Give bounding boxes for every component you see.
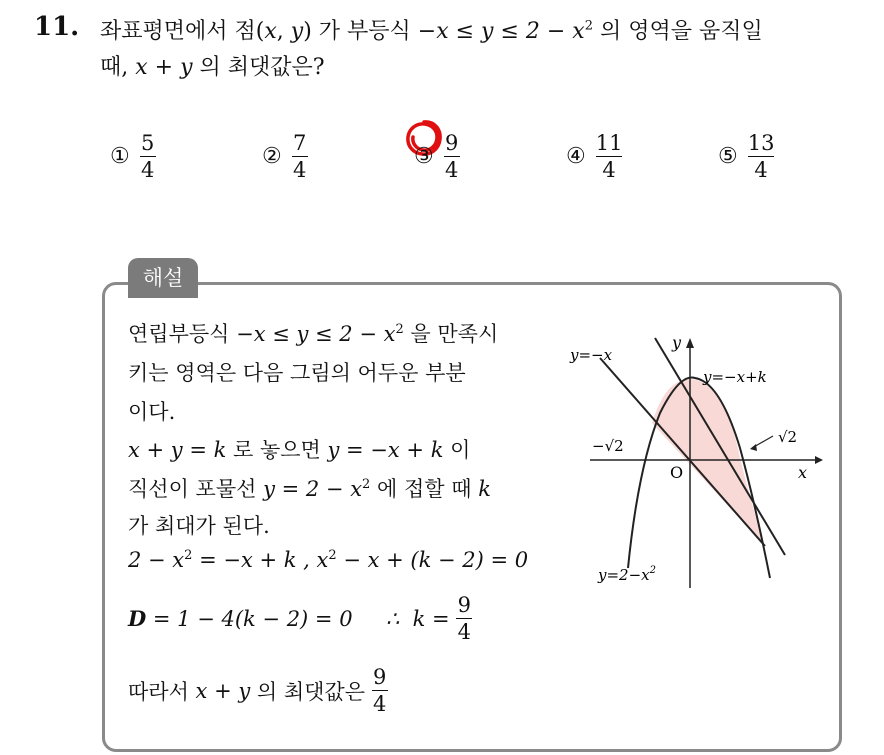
denominator: 4 xyxy=(457,620,472,644)
solution-line-7 xyxy=(128,548,528,572)
math-expression: 2 − x xyxy=(128,548,185,572)
answer-fraction xyxy=(372,664,388,717)
choice-number: ② xyxy=(262,144,282,169)
choice-4[interactable] xyxy=(566,130,622,183)
choice-3[interactable] xyxy=(414,130,460,183)
math-y: y xyxy=(290,19,304,44)
numerator: 7 xyxy=(293,131,307,155)
exponent: 2 xyxy=(184,548,193,563)
solution-line-5 xyxy=(128,473,491,503)
label-y-eq-neg-x: y=−x xyxy=(570,346,613,364)
denominator: 4 xyxy=(293,158,307,182)
solution-text: 직선이 포물선 xyxy=(128,477,264,501)
question-text: 의 영역을 움직일 xyxy=(593,19,763,44)
solution-line-6: 가 최대가 된다. xyxy=(128,514,270,538)
choice-5[interactable] xyxy=(718,130,774,183)
solution-text: 연립부등식 xyxy=(128,322,237,346)
label-parabola xyxy=(597,565,656,584)
solution-text: 을 만족시 xyxy=(403,322,499,346)
math-expression: − x + (k − 2) = 0 xyxy=(336,548,529,572)
exponent: 2 xyxy=(328,548,337,563)
label-tangent-line: y=−x+k xyxy=(703,368,767,386)
math-expression: x + y xyxy=(195,678,251,703)
result-fraction xyxy=(456,592,472,645)
exponent: 2 xyxy=(584,18,593,34)
choice-fraction xyxy=(748,130,775,183)
solution-line-9 xyxy=(128,664,388,717)
math-expression: y = −x + k xyxy=(327,438,444,462)
inequality: −x ≤ y ≤ 2 − x xyxy=(236,322,396,346)
numerator: 9 xyxy=(372,665,387,689)
choice-1[interactable] xyxy=(110,130,156,183)
question-text: 때, xyxy=(100,55,136,80)
label-parabola-exponent: 2 xyxy=(649,565,656,576)
numerator: 11 xyxy=(595,131,623,155)
solution-label: 해설 xyxy=(128,258,198,298)
math-x: x xyxy=(264,19,277,44)
shaded-region xyxy=(652,379,765,546)
question-text: 좌표평면에서 점( xyxy=(100,19,265,44)
choice-fraction xyxy=(444,130,460,183)
denominator: 4 xyxy=(372,692,387,716)
denominator: 4 xyxy=(141,158,155,182)
label-neg-sqrt2: −√2 xyxy=(592,437,624,455)
label-origin: O xyxy=(670,463,684,482)
math-expression: x + y = k xyxy=(128,438,227,462)
solution-text: 의 최댓값은 xyxy=(250,679,372,704)
solution-text: 이 xyxy=(443,438,471,462)
exponent: 2 xyxy=(362,477,371,492)
denominator: 4 xyxy=(602,158,616,182)
inequality: −x ≤ y ≤ 2 − x xyxy=(417,19,585,44)
choice-number: ④ xyxy=(566,144,586,169)
question-line-1 xyxy=(100,14,763,45)
label-x-axis: x xyxy=(798,463,808,482)
math-expression: x + y xyxy=(135,55,193,80)
denominator: 4 xyxy=(445,158,459,182)
choice-2[interactable] xyxy=(262,130,308,183)
numerator: 5 xyxy=(141,131,155,155)
choice-fraction xyxy=(596,130,623,183)
solution-text: 에 접할 때 xyxy=(370,477,479,501)
math-expression: y = 2 − x xyxy=(263,477,363,501)
solution-line-3: 이다. xyxy=(128,400,176,424)
exponent: 2 xyxy=(395,322,404,337)
denominator: 4 xyxy=(754,158,768,182)
numerator: 9 xyxy=(457,593,472,617)
math-expression: = 1 − 4(k − 2) = 0 ∴ k = xyxy=(146,606,457,631)
x-axis-arrow xyxy=(815,456,823,464)
numerator: 9 xyxy=(445,131,459,155)
solution-text: 따라서 xyxy=(128,679,196,704)
y-axis-arrow xyxy=(686,338,694,348)
region-graph xyxy=(560,318,830,603)
question-text: , xyxy=(276,19,291,44)
question-text: 의 최댓값은? xyxy=(192,55,325,80)
math-expression: = −x + k , x xyxy=(192,548,329,572)
choice-number: ① xyxy=(110,144,130,169)
answer-choices xyxy=(0,130,884,200)
solution-line-4 xyxy=(128,434,470,464)
label-parabola-text: y=2−x xyxy=(598,566,650,584)
choice-fraction xyxy=(140,130,156,183)
solution-line-8 xyxy=(128,592,472,645)
choice-number: ⑤ xyxy=(718,144,738,169)
question-line-2 xyxy=(100,50,325,81)
choice-fraction xyxy=(292,130,308,183)
question-number: 11. xyxy=(34,12,80,42)
solution-text: 로 놓으면 xyxy=(226,438,328,462)
label-sqrt2: √2 xyxy=(778,428,798,446)
choice-number: ③ xyxy=(414,144,434,169)
solution-line-1 xyxy=(128,318,498,348)
discriminant-symbol: D xyxy=(128,606,147,631)
question-text: ) 가 부등식 xyxy=(303,19,418,44)
label-y-axis: y xyxy=(672,333,682,352)
sqrt2-pointer-arrow xyxy=(750,444,757,451)
numerator: 13 xyxy=(747,131,775,155)
math-k: k xyxy=(478,477,491,501)
solution-line-2: 키는 영역은 다음 그림의 어두운 부분 xyxy=(128,361,466,385)
